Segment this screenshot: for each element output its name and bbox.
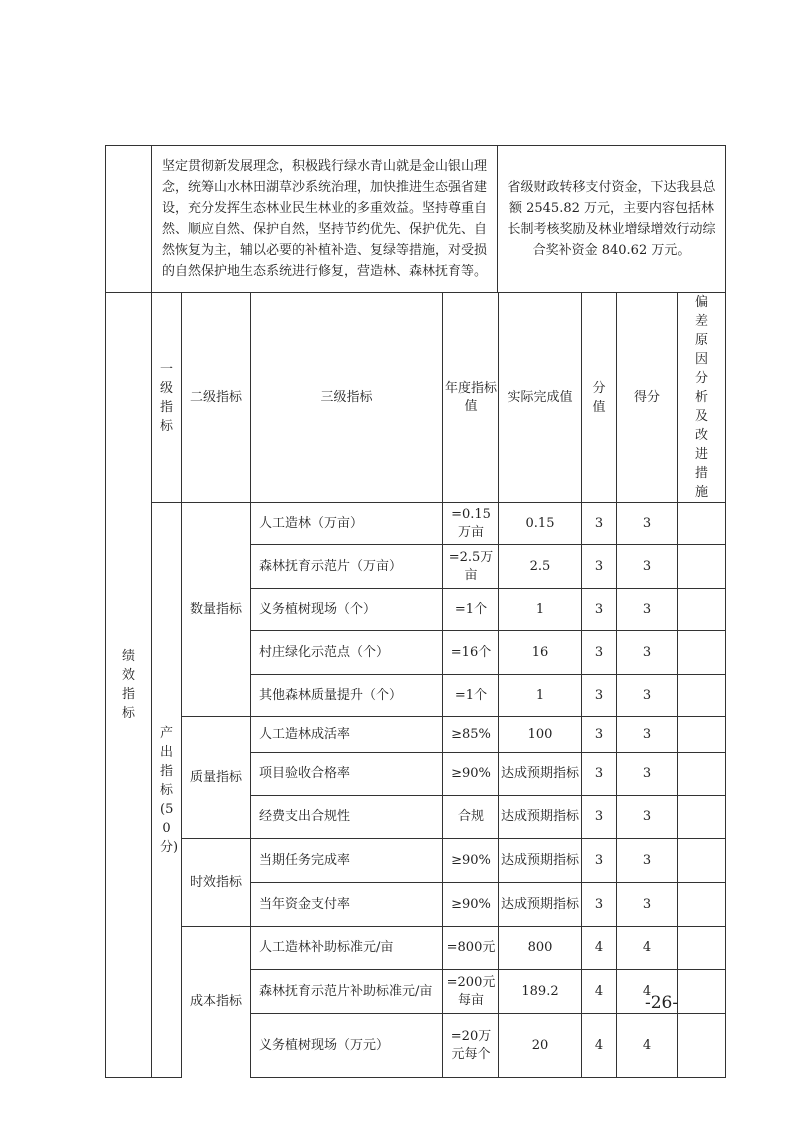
indicator-value: 当期任务完成率 [259,852,351,868]
level2-cell [182,927,251,1078]
target-cell [443,753,499,796]
points-cell [582,883,617,927]
actual-cell [499,589,582,631]
indicator-cell [251,675,443,717]
score-cell [617,796,678,839]
indicator-value: 当年资金支付率 [259,896,351,912]
column-header-label: 一级指标 [160,361,174,434]
target-value: =20万元每个 [450,1028,492,1062]
score-value: 3 [642,726,652,742]
target-cell [443,503,499,545]
section-label: 绩效指标 [122,649,136,721]
actual-value: 16 [531,644,549,660]
score-cell [617,675,678,717]
note-cell [678,927,726,970]
column-header-label: 分值 [592,380,606,415]
actual-value: 189.2 [521,983,559,999]
target-cell [443,589,499,631]
target-value: =2.5万亩 [448,549,494,583]
table-row [106,717,726,753]
actual-cell [499,717,582,753]
points-value: 4 [594,940,604,955]
points-value: 3 [594,726,604,742]
points-cell [582,753,617,796]
points-value: 3 [594,515,604,531]
points-value: 4 [594,1037,604,1053]
points-value: 3 [594,601,604,617]
header-row [106,293,726,503]
indicator-value: 义务植树现场（万元） [259,1037,390,1053]
points-cell [582,796,617,839]
indicator-value: 人工造林成活率 [259,726,351,742]
points-value: 3 [594,687,604,703]
indicator-value: 森林抚育示范片补助标准元/亩 [259,983,433,999]
indicator-cell [251,545,443,589]
column-header [617,293,678,503]
actual-cell [499,675,582,717]
actual-value: 0.15 [525,515,555,531]
column-header-label: 二级指标 [189,389,242,405]
indicator-table [105,292,726,1078]
points-cell [582,545,617,589]
target-value: =16个 [450,644,492,660]
actual-cell [499,796,582,839]
target-value: 合规 [457,809,484,824]
funding-text: 省级财政转移支付资金，下达我县总额 2545.82 万元，主要内容包括林长制考核奖励及林业增绿增效行动综合奖补资金 840.62 万元。 [498,146,726,293]
score-cell [617,753,678,796]
target-value: ≥85% [451,726,491,742]
points-cell [582,631,617,675]
score-cell [617,631,678,675]
actual-cell [499,883,582,927]
target-value: ≥90% [451,896,491,912]
column-header [152,293,182,503]
target-value: =800元 [446,940,496,955]
indicator-value: 人工造林（万亩） [259,515,364,531]
indicator-cell [251,796,443,839]
note-cell [678,883,726,927]
points-cell [582,1014,617,1078]
actual-cell [499,1014,582,1078]
target-cell [443,631,499,675]
table-row [106,503,726,545]
indicator-cell [251,753,443,796]
column-header-label: 三级指标 [320,389,373,405]
score-cell [617,503,678,545]
target-cell [443,675,499,717]
indicator-value: 人工造林补助标准元/亩 [259,940,394,955]
goal-text: 坚定贯彻新发展理念，积极践行绿水青山就是金山银山理念，统筹山水林田湖草沙系统治理，加快推进生态强省建设，充分发挥生态林业民生林业的多重效益。坚持尊重自然、顺应自然、保护自然，坚持节约优先、保护优先、自然恢复为主，辅以必要的补植补造、复绿等措施，对受损的自然保护地生态系统进行修复，营造林、森林抚育等。 [152,146,498,293]
score-cell [617,839,678,883]
indicator-cell [251,1014,443,1078]
indicator-value: 义务植树现场（个） [259,601,377,617]
actual-cell [499,503,582,545]
score-cell [617,1014,678,1078]
score-value: 4 [642,983,652,999]
column-header [582,293,617,503]
note-cell [678,589,726,631]
indicator-cell [251,839,443,883]
target-value: ≥90% [451,766,491,781]
points-value: 3 [594,852,604,868]
level1-cell [152,503,182,1078]
points-value: 3 [594,766,604,781]
level2-cell [182,839,251,927]
target-cell [443,717,499,753]
actual-value: 达成预期指标 [501,896,580,912]
actual-value: 达成预期指标 [501,766,580,781]
note-cell [678,796,726,839]
note-cell [678,839,726,883]
indicator-cell [251,717,443,753]
actual-cell [499,545,582,589]
note-cell [678,753,726,796]
goal-table [105,145,726,293]
points-cell [582,589,617,631]
blank-cell [106,146,152,293]
column-header [251,293,443,503]
level2-label: 数量指标 [189,601,242,617]
note-cell [678,970,726,1014]
score-value: 3 [642,601,652,617]
points-cell [582,503,617,545]
level1-label: 产出指标(50分) [160,725,179,855]
score-value: 4 [642,1037,652,1053]
target-cell [443,839,499,883]
column-header [443,293,499,503]
score-value: 3 [642,896,652,912]
indicator-cell [251,631,443,675]
actual-cell [499,927,582,970]
points-value: 3 [594,809,604,824]
actual-value: 800 [527,940,553,955]
score-value: 3 [642,687,652,703]
points-value: 3 [594,644,604,660]
target-cell [443,1014,499,1078]
score-cell [617,545,678,589]
indicator-cell [251,970,443,1014]
level2-label: 时效指标 [189,874,242,890]
indicator-cell [251,503,443,545]
score-cell [617,717,678,753]
column-header [499,293,582,503]
target-value: =0.15万亩 [451,506,491,540]
actual-value: 20 [531,1037,549,1053]
column-header-label: 偏差原因分析及改进措施 [695,295,709,500]
actual-cell [499,753,582,796]
score-value: 3 [642,558,652,574]
score-value: 3 [642,515,652,531]
target-value: =1个 [454,601,488,617]
note-cell [678,503,726,545]
section-label-cell [106,293,152,1078]
target-cell [443,970,499,1014]
target-value: =200元每亩 [446,974,496,1008]
score-value: 4 [642,940,652,955]
target-value: ≥90% [451,852,491,868]
score-cell [617,589,678,631]
level2-label: 质量指标 [189,769,242,785]
indicator-value: 森林抚育示范片（万亩） [259,558,403,574]
column-header-label: 年度指标值 [445,380,498,414]
column-header-label: 实际完成值 [507,389,573,405]
score-cell [617,883,678,927]
column-header [678,293,726,503]
score-value: 3 [642,766,652,781]
table-row [106,839,726,883]
points-value: 4 [594,983,604,999]
indicator-value: 经费支出合规性 [259,809,351,824]
note-cell [678,545,726,589]
column-header-label: 得分 [633,389,660,405]
indicator-cell [251,883,443,927]
points-cell [582,970,617,1014]
points-cell [582,675,617,717]
points-value: 3 [594,896,604,912]
target-cell [443,883,499,927]
points-cell [582,927,617,970]
indicator-value: 项目验收合格率 [259,766,351,781]
score-cell [617,927,678,970]
note-cell [678,717,726,753]
note-cell [678,675,726,717]
actual-value: 1 [535,687,545,703]
actual-value: 1 [535,601,545,617]
actual-cell [499,970,582,1014]
indicator-cell [251,927,443,970]
points-cell [582,839,617,883]
points-cell [582,717,617,753]
target-cell [443,927,499,970]
target-value: =1个 [454,687,488,703]
indicator-cell [251,589,443,631]
actual-value: 达成预期指标 [501,809,580,824]
page-number: -26- [645,993,679,1013]
actual-value: 100 [527,726,553,742]
actual-value: 2.5 [529,558,551,574]
score-value: 3 [642,809,652,824]
column-header [182,293,251,503]
actual-cell [499,631,582,675]
indicator-value: 其他森林质量提升（个） [259,687,403,703]
actual-value: 达成预期指标 [501,852,580,868]
actual-cell [499,839,582,883]
indicator-value: 村庄绿化示范点（个） [259,644,390,660]
points-value: 3 [594,558,604,574]
score-value: 3 [642,852,652,868]
target-cell [443,545,499,589]
table-row [106,927,726,970]
level2-cell [182,717,251,839]
score-value: 3 [642,644,652,660]
level2-cell [182,503,251,717]
target-cell [443,796,499,839]
level2-label: 成本指标 [189,994,242,1010]
note-cell [678,631,726,675]
note-cell [678,1014,726,1078]
